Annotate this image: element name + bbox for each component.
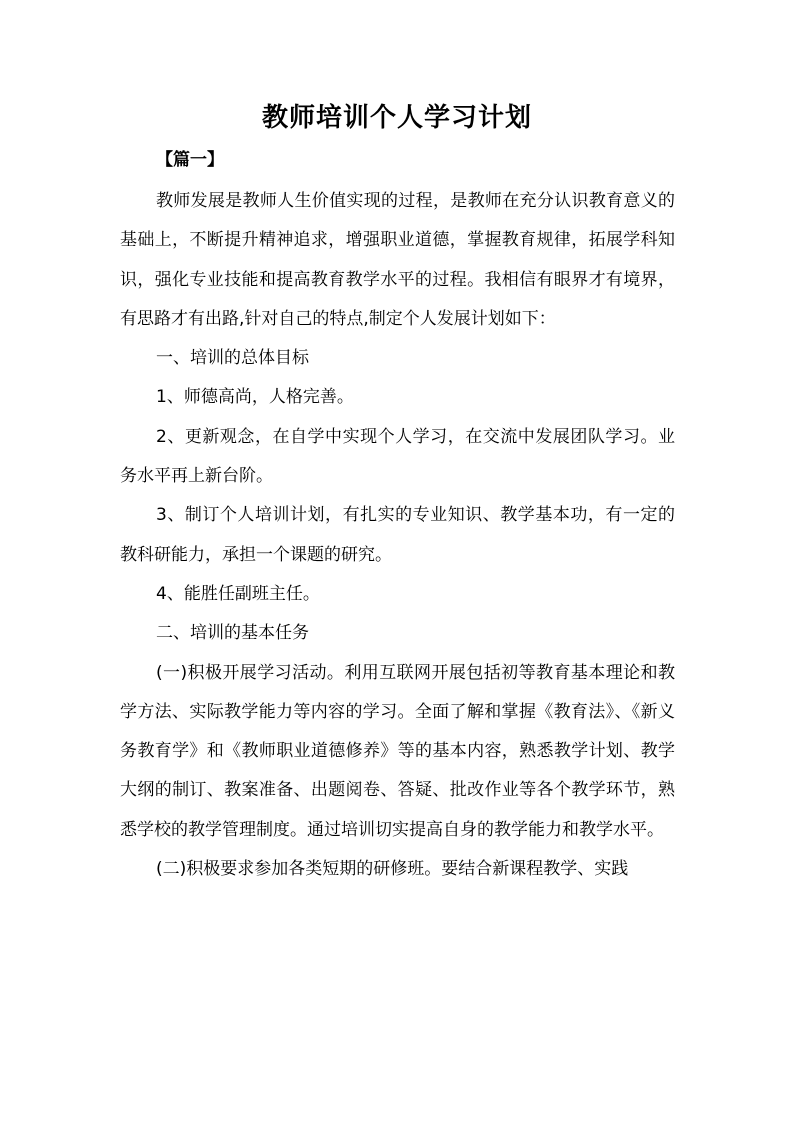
- section-heading-basic-tasks: 二、培训的基本任务: [156, 623, 309, 644]
- goal-item-2: 2、更新观念，在自学中实现个人学习，在交流中发展团队学习。业务水平再上新台阶。: [120, 426, 675, 487]
- task-item-2: (二)积极要求参加各类短期的研修班。要结合新课程教学、实践: [156, 859, 629, 880]
- section-heading-overall-goals: 一、培训的总体目标: [156, 348, 309, 369]
- goal-item-1: 1、师德高尚，人格完善。: [156, 387, 354, 408]
- document-title: 教师培训个人学习计划: [261, 103, 532, 133]
- document-body: [120, 182, 675, 889]
- task-item-1: (一)积极开展学习活动。利用互联网开展包括初等教育基本理论和教学方法、实际教学能力等内容的学习。全面了解和掌握《教育法》、《新义务教育学》和《教师职业道德修养》等的基本内容，熟悉教学计划、教学大纲的制订、教案准备、出题阅卷、答疑、批改作业等各个教学环节，熟悉学校的教学管理制度。通过培训切实提高自身的教学能力和教学水平。: [120, 662, 675, 840]
- intro-paragraph: 教师发展是教师人生价值实现的过程，是教师在充分认识教育意义的基础上，不断提升精神追求，增强职业道德，掌握教育规律，拓展学科知识，强化专业技能和提高教育教学水平的过程。我相信有眼界才有境界，有思路才有出路,针对自己的特点,制定个人发展计划如下：: [120, 191, 675, 329]
- section-label: 【篇一】: [156, 150, 224, 170]
- goal-item-4: 4、能胜任副班主任。: [156, 583, 320, 604]
- goal-item-3: 3、制订个人培训计划，有扎实的专业知识、教学基本功，有一定的教科研能力，承担一个课题的研究。: [120, 505, 675, 565]
